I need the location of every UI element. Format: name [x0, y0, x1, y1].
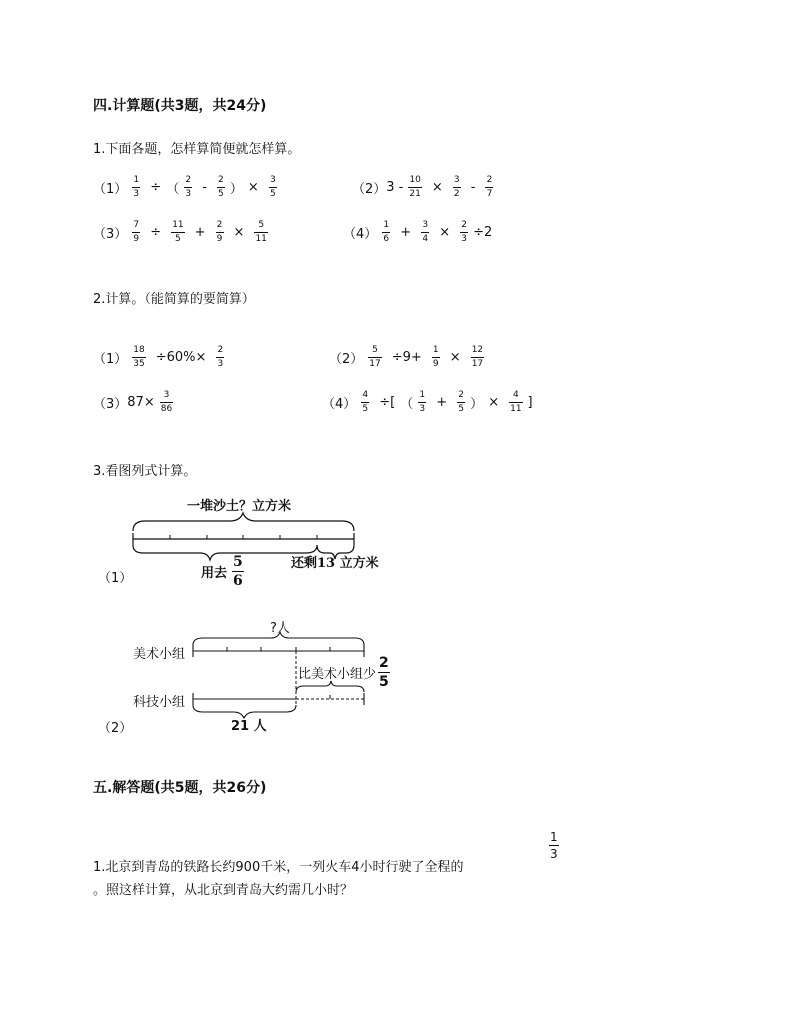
diagram-1-top-label: 一堆沙土？立方米 [187, 499, 292, 514]
fraction: $\frac{1}{3}$ [550, 830, 558, 861]
section-5-q1-line-1: 1.北京到青岛的铁路长约900千米，一列火车4小时行驶了全程的 [93, 860, 464, 875]
fraction: $\frac{4}{11}$ [510, 390, 522, 414]
q2-problem-2: （2） $\frac{5}{17}$ ÷9+ $\frac{1}{9}$ × $\frac{12}{17}$ [329, 345, 484, 369]
fraction: $\frac{2}{3}$ [217, 345, 224, 369]
fraction: $\frac{2}{5}$ [458, 390, 465, 414]
q3-prompt: 3.看图列式计算。 [93, 464, 197, 479]
fraction: $\frac{2}{5}$ [218, 175, 224, 199]
fraction: $\frac{2}{7}$ [486, 175, 493, 199]
q2-problem-3: （3） 87× $\frac{3}{86}$ [93, 390, 173, 414]
q1-problem-2: （2） 3 - $\frac{10}{21}$ × $\frac{3}{2}$ - $\frac{2}{7}$ [352, 175, 493, 199]
diagram-1-label: （1） [98, 571, 133, 586]
fraction: $\frac{4}{5}$ [362, 390, 369, 414]
fraction: $\frac{1}{3}$ [419, 390, 426, 414]
fraction: $\frac{7}{9}$ [133, 220, 140, 244]
diagram-2-label: （2） [98, 721, 133, 736]
diagram-1-remaining-label: 还剩13 立方米 [291, 556, 379, 571]
fraction: $\frac{12}{17}$ [471, 345, 484, 369]
section-5-q1-line-2: 。照这样计算，从北京到青岛大约需几小时？ [93, 883, 354, 898]
fraction: $\frac{1}{6}$ [383, 220, 390, 244]
q1-problem-3: （3） $\frac{7}{9}$ ÷ $\frac{11}{5}$ + $\frac{2}{9}$ × $\frac{5}{11}$ [93, 220, 267, 244]
fraction: $\frac{5}{11}$ [255, 220, 267, 244]
fraction: $\frac{10}{21}$ [409, 175, 421, 199]
fraction: $\frac{11}{5}$ [172, 220, 184, 244]
section-5-q1-fraction [549, 831, 559, 860]
q1-problem-4: （4） $\frac{1}{6}$ + $\frac{3}{4}$ × $\frac{2}{3}$ ÷2 [343, 220, 493, 244]
fraction: $\frac{3}{5}$ [269, 175, 276, 199]
fraction: $\frac{2}{3}$ [185, 175, 192, 199]
diagram-2-row-1-label: 美术小组 [133, 647, 186, 662]
fraction: $\frac{3}{2}$ [453, 175, 460, 199]
fraction: $\frac{2}{3}$ [461, 220, 467, 244]
diagram-2-top-label: ?人 [270, 621, 290, 636]
section-4-heading: 四.计算题(共3题，共24分) [93, 98, 267, 114]
q1-problem-1: （1） $\frac{1}{3}$ ÷ （ $\frac{2}{3}$ - $\frac{2}{5}$ ） × $\frac{3}{5}$ [93, 175, 276, 199]
diagram-1-used-label: 用去 $\frac{5}{6}$ [201, 554, 243, 589]
fraction: $\frac{18}{35}$ [133, 345, 145, 369]
fraction: $\frac{1}{3}$ [133, 175, 140, 199]
q2-prompt: 2.计算。（能简算的要简算） [93, 292, 255, 307]
diagram-2-less-label: 比美术小组少 $\frac{2}{5}$ [298, 655, 389, 690]
fraction: $\frac{1}{9}$ [432, 345, 439, 369]
section-5-heading: 五.解答题(共5题，共26分) [93, 780, 267, 796]
diagram-2-row-2-label: 科技小组 [133, 695, 186, 710]
fraction: $\frac{3}{86}$ [160, 390, 173, 414]
fraction: $\frac{5}{17}$ [369, 345, 381, 369]
diagram-2-bottom-label: 21 人 [231, 719, 267, 734]
fraction: $\frac{2}{9}$ [216, 220, 223, 244]
q2-problem-1: （1） $\frac{18}{35}$ ÷60%× $\frac{2}{3}$ [93, 345, 224, 369]
fraction: $\frac{3}{4}$ [422, 220, 429, 244]
q1-prompt: 1.下面各题，怎样算简便就怎样算。 [93, 142, 301, 157]
fraction: $\frac{2}{5}$ [379, 655, 389, 690]
q2-problem-4: （4） $\frac{4}{5}$ ÷[ （ $\frac{1}{3}$ + $\frac{2}{5}$ ） × $\frac{4}{11}$ ] [322, 390, 533, 414]
fraction: $\frac{5}{6}$ [233, 554, 243, 589]
